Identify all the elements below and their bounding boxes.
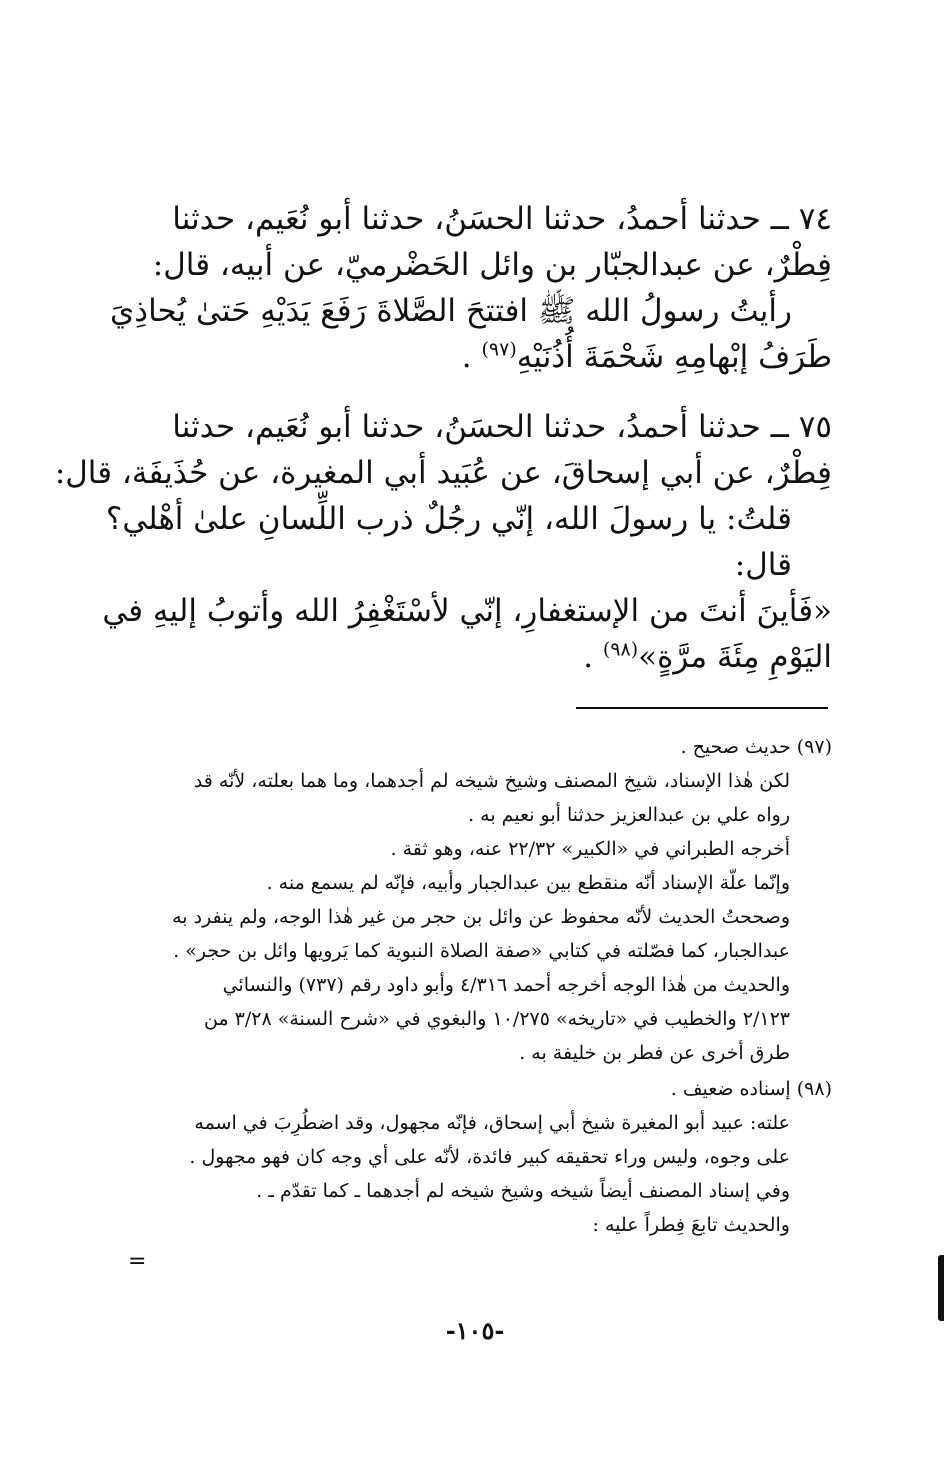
hadith-75-line-3: قلتُ: يا رسولَ الله، إنّي رجُلٌ ذرب اللِّسانِ علىٰ أهْلي؟ xyxy=(105,501,792,537)
footnote-97-line-6: عبدالجبار، كما فصّلته في كتابي «صفة الصلاة النبوية كما يَرويها وائل بن حجر» . xyxy=(173,940,790,962)
footnote-97-line-8: ٢/١٢٣ والخطيب في «تاريخه» ١٠/٢٧٥ والبغوي في «شرح السنة» ٣/٢٨ من xyxy=(203,1008,790,1030)
hadith-75 xyxy=(54,404,832,680)
footnote-97-line-7: والحديث من هٰذا الوجه أخرجه أحمد ٤/٣١٦ وأبو داود رقم (٧٣٧) والنسائي xyxy=(222,974,790,996)
footnote-97-line-3: أخرجه الطبراني في «الكبير» ٢٢/٣٢ عنه، وهو ثقة . xyxy=(390,838,790,860)
footnote-98-line-1: علته: عبيد أبو المغيرة شيخ أبي إسحاق، فإنّه مجهول، وقد اضطُرِبَ في اسمه xyxy=(194,1112,790,1134)
footnote-97-line-2: رواه علي بن عبدالعزيز حدثنا أبو نعيم به . xyxy=(468,804,790,826)
main-text xyxy=(54,196,832,680)
hadith-75-line-4: قال: xyxy=(734,547,792,583)
scan-edge-mark xyxy=(938,1255,944,1321)
hadith-75-line-2: فِطْرٌ، عن أبي إسحاقَ، عن عُبَيد أبي المغيرة، عن حُذَيفَة، قال: xyxy=(54,455,832,491)
footnote-97-line-9: طرق أخرى عن فطر بن خليفة به . xyxy=(519,1042,790,1064)
footnote-98-line-4: والحديث تابعَ فِطراً عليه : xyxy=(592,1214,790,1236)
hadith-74-line-1: ٧٤ ــ حدثنا أحمدُ، حدثنا الحسَنُ، حدثنا أبو نُعَيم، حدثنا xyxy=(172,201,832,237)
footnote-ref-97[interactable]: (٩٧) xyxy=(481,338,517,361)
hadith-75-line-5: «فَأينَ أنتَ من الإستغفارِ، إنّي لأسْتَغْفِرُ الله وأتوبُ إليهِ في xyxy=(102,593,832,629)
footnote-97-line-5: وصححتُ الحديث لأنّه محفوظ عن وائل بن حجر من غير هٰذا الوجه، ولم ينفرد به xyxy=(172,906,790,928)
hadith-74 xyxy=(110,196,832,380)
hadith-74-line-4-text: طَرَفُ إبْهامِهِ شَحْمَةَ أُذُنَيْهِ xyxy=(516,339,832,375)
footnote-ref-98[interactable]: (٩٨) xyxy=(602,638,639,661)
footnote-98 xyxy=(110,1072,832,1242)
hadith-74-line-3: رأيتُ رسولُ الله ﷺ افتتحَ الصَّلاةَ رَفَعَ يَدَيْهِ حَتىٰ يُحاذِيَ xyxy=(110,293,792,329)
footnote-98-line-2: على وجوه، وليس وراء تحقيقه كبير فائدة، لأنّه على أي وجه كان فهو مجهول . xyxy=(189,1146,790,1168)
footnote-97-line-4: وإنّما علّة الإسناد أنّه منقطع بين عبدالجبار وأبيه، فإنّه لم يسمع منه . xyxy=(266,872,790,894)
footnote-separator xyxy=(576,707,828,709)
footnote-97-head: (٩٧) حديث صحيح . xyxy=(680,736,832,758)
hadith-75-line-6 xyxy=(110,634,832,680)
footnote-98-line-3: وفي إسناد المصنف أيضاً شيخه وشيخ شيخه لم أجدهما ـ كما تقدّم ـ . xyxy=(256,1180,790,1202)
hadith-74-line-2: فِطْرٌ، عن عبدالجبّار بن وائل الحَضْرميّ، عن أبيه، قال: xyxy=(152,247,832,283)
hadith-74-end-period: . xyxy=(461,339,472,375)
footnote-97 xyxy=(110,730,832,1070)
hadith-75-end-period: . xyxy=(583,639,594,675)
footnote-97-line-1: لكن هٰذا الإسناد، شيخ المصنف وشيخ شيخه لم أجدهما، وما هما بعلته، لأنّه قد xyxy=(193,770,790,792)
footnote-98-head: (٩٨) إسناده ضعيف . xyxy=(670,1078,832,1100)
hadith-75-line-6-text: اليَوْمِ مِئَةَ مرَّةٍ» xyxy=(638,639,832,675)
page-number: -١٠٥- xyxy=(445,1316,505,1345)
hadith-75-line-1: ٧٥ ــ حدثنا أحمدُ، حدثنا الحسَنُ، حدثنا أبو نُعَيم، حدثنا xyxy=(172,409,832,445)
continuation-mark: = xyxy=(128,1249,147,1274)
footnotes xyxy=(110,730,832,1244)
hadith-74-line-4 xyxy=(110,334,832,380)
